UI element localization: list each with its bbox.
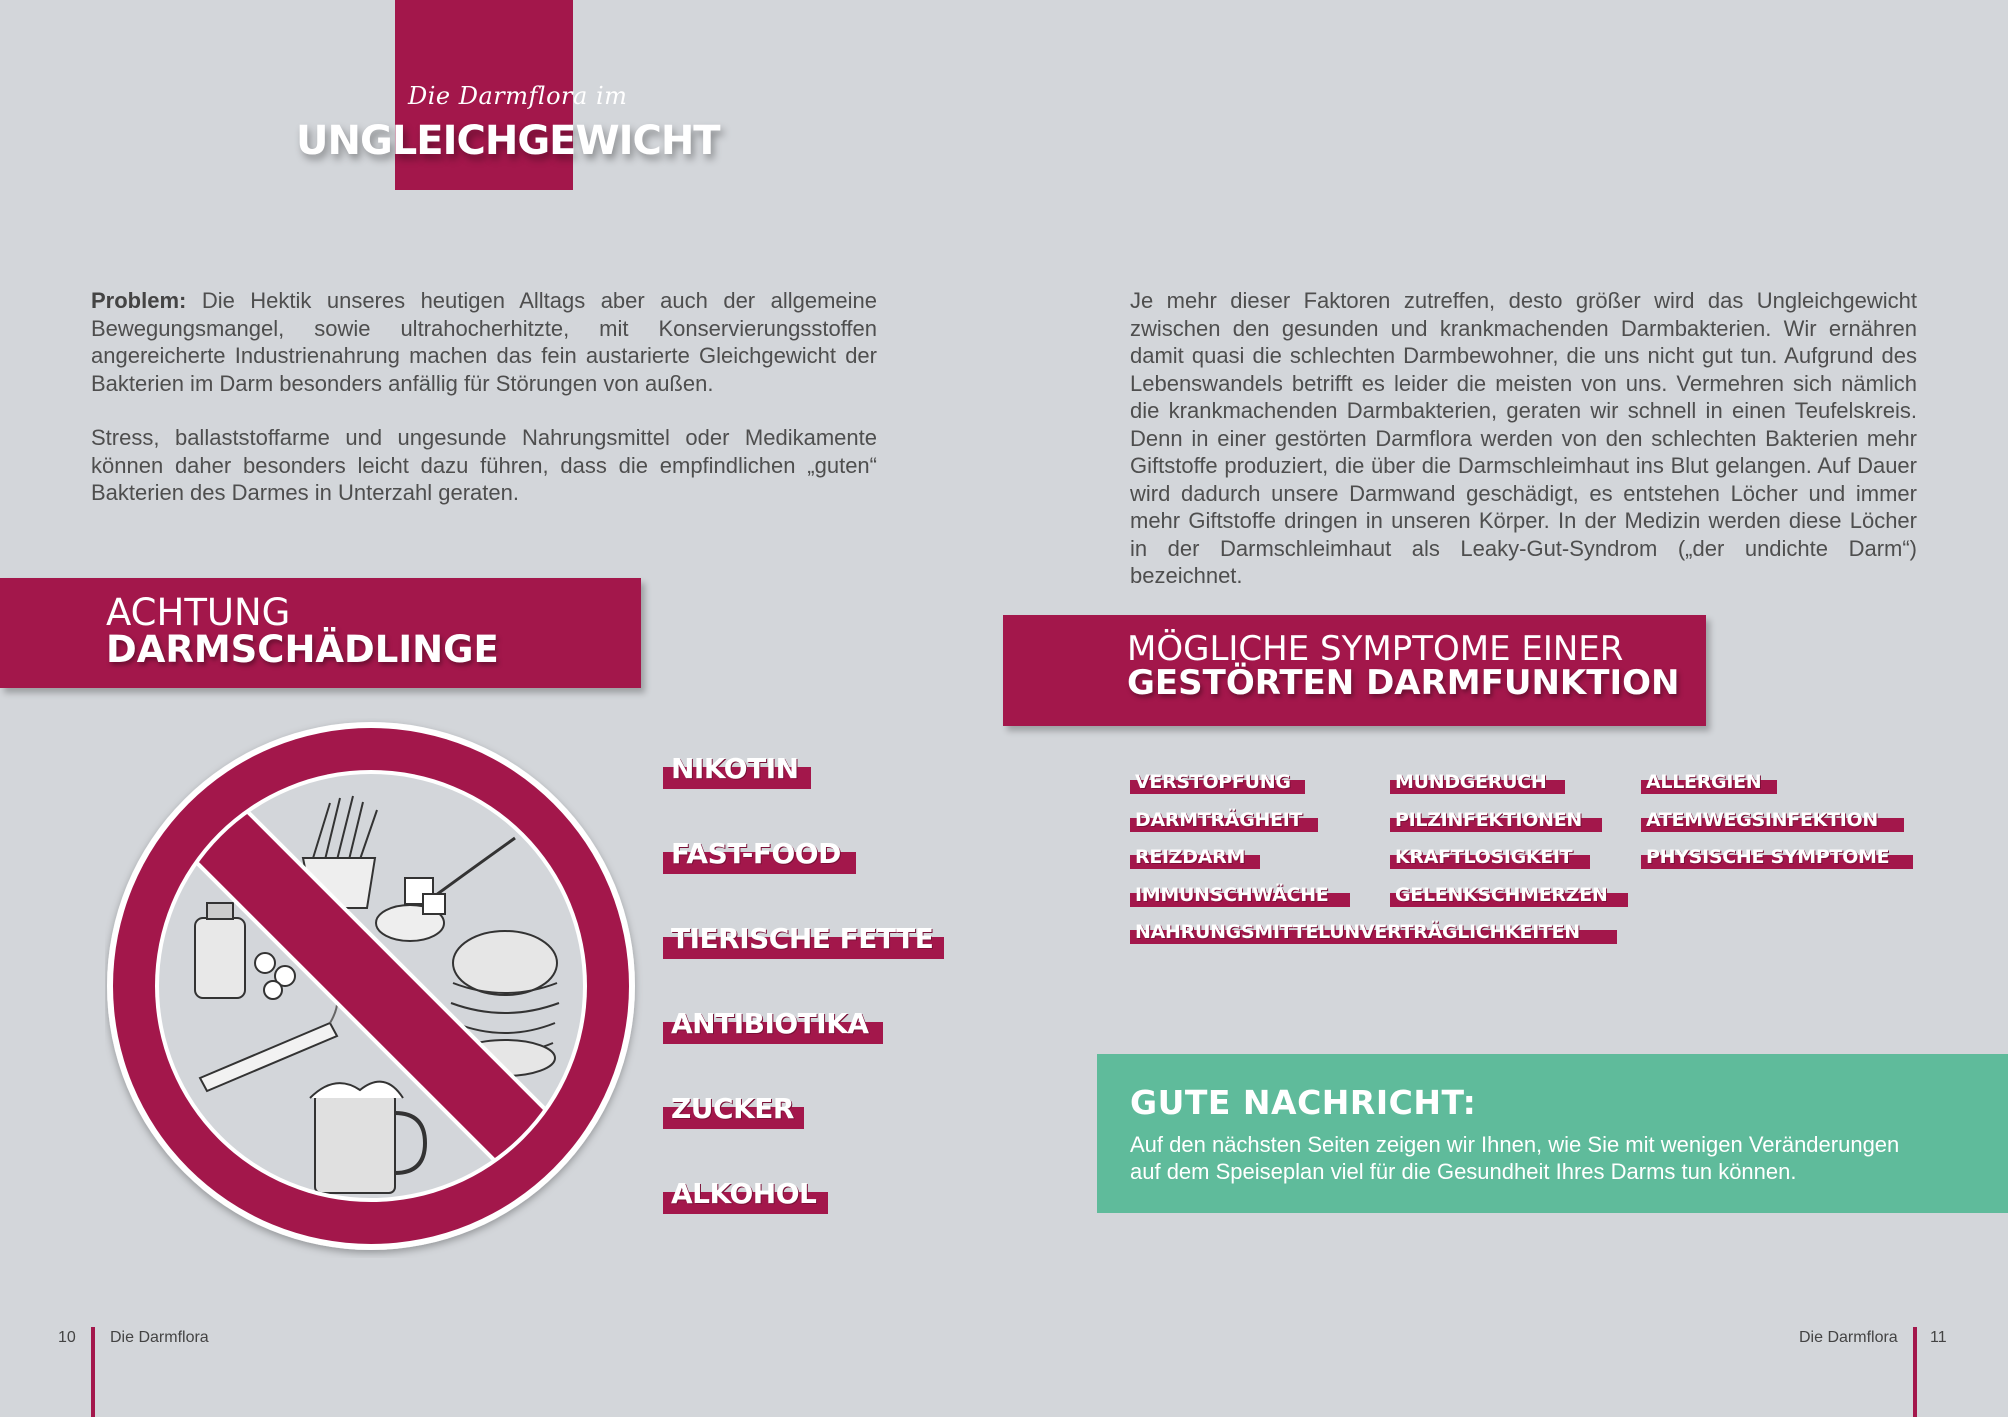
right-text-column (1130, 287, 1917, 590)
page-number-right: 11 (1930, 1329, 1947, 1346)
symptom-item: NAHRUNGSMITTELUNVERTRÄGLICHKEITEN (1135, 921, 1580, 943)
warning-line1: ACHTUNG (106, 591, 291, 634)
title-script: Die Darmflora im (408, 82, 628, 110)
paragraph-problem (91, 287, 877, 397)
symptom-item: PILZINFEKTIONEN (1395, 809, 1582, 831)
symptoms-heading (1127, 629, 1680, 703)
page-title: UNGLEICHGEWICHT (296, 118, 720, 164)
prohibition-sign-icon (105, 718, 645, 1258)
warning-line2: DARMSCHÄDLINGE (106, 628, 499, 671)
page-number-left: 10 (58, 1329, 76, 1346)
harm-item-tierische-fette: TIERISCHE FETTE (671, 922, 934, 955)
symptoms-line1: MÖGLICHE SYMPTOME EINER (1127, 629, 1624, 669)
footer-label-left: Die Darmflora (110, 1329, 209, 1346)
symptom-item: DARMTRÄGHEIT (1135, 809, 1303, 831)
left-text-column (91, 287, 877, 507)
symptom-item: GELENKSCHMERZEN (1395, 884, 1608, 906)
symptom-item: PHYSISCHE SYMPTOME (1646, 846, 1890, 868)
footer-bar-left (91, 1327, 95, 1417)
good-news-text: Auf den nächsten Seiten zeigen wir Ihnen, wie Sie mit wenigen Veränderungen auf dem Speiseplan viel für die Gesundheit Ihres Darms tun können. (1130, 1132, 1900, 1184)
harm-item-antibiotika: ANTIBIOTIKA (671, 1007, 869, 1040)
symptom-item: ALLERGIEN (1646, 771, 1762, 793)
problem-text: Die Hektik unseres heutigen Alltags aber auch der allgemeine Bewegungsmangel, sowie ultrahocherhitzte, mit Konservierungsstoffen angereicherte Industrienahrung machen das fein austarierte Gleichgewicht der Bakterien im Darm besonders anfällig für Störungen von außen. (91, 288, 877, 396)
warning-heading (106, 591, 499, 671)
harm-item-zucker: ZUCKER (671, 1092, 794, 1125)
symptom-item: IMMUNSCHWÄCHE (1135, 884, 1329, 906)
symptom-item: VERSTOPFUNG (1135, 771, 1291, 793)
harm-item-nikotin: NIKOTIN (671, 752, 799, 785)
symptom-item: ATEMWEGSINFEKTION (1646, 809, 1878, 831)
symptoms-line2: GESTÖRTEN DARMFUNKTION (1127, 663, 1680, 703)
harm-item-fast-food: FAST-FOOD (671, 837, 841, 870)
footer-bar-right (1913, 1327, 1917, 1417)
symptom-item: MUNDGERUCH (1395, 771, 1547, 793)
harm-item-alkohol: ALKOHOL (671, 1177, 817, 1210)
good-news-title: GUTE NACHRICHT: (1130, 1083, 1477, 1122)
paragraph-factors: Je mehr dieser Faktoren zutreffen, desto größer wird das Ungleichgewicht zwischen den gesunden und krankmachenden Darmbakterien. Wir ernähren damit quasi die schlechten Darmbewohner, die uns nicht gut tun. Aufgrund des Lebenswandels betrifft es leider die meisten von uns. Vermehren sich nämlich die krankmachenden Darmbakterien, geraten wir schnell in einen Teufelskreis. Denn in einer gestörten Darmflora werden von den schlechten Bakterien mehr Giftstoffe produziert, die über die Darmschleimhaut ins Blut gelangen. Auf Dauer wird dadurch unsere Darmwand geschädigt, es entstehen Löcher und immer mehr Giftstoffe dringen in unseren Körper. In der Medizin werden diese Löcher in der Darmschleimhaut als Leaky-Gut-Syndrom („der undichte Darm“) bezeichnet. (1130, 288, 1917, 588)
problem-lead: Problem: (91, 288, 187, 313)
symptom-item: KRAFTLOSIGKEIT (1395, 846, 1573, 868)
paragraph-stress: Stress, ballaststoffarme und ungesunde Nahrungsmittel oder Medikamente können daher besonders leicht dazu führen, dass die empfindlichen „guten“ Bakterien des Darmes in Unterzahl geraten. (91, 425, 877, 505)
symptom-item: REIZDARM (1135, 846, 1246, 868)
footer-label-right: Die Darmflora (1799, 1329, 1898, 1346)
